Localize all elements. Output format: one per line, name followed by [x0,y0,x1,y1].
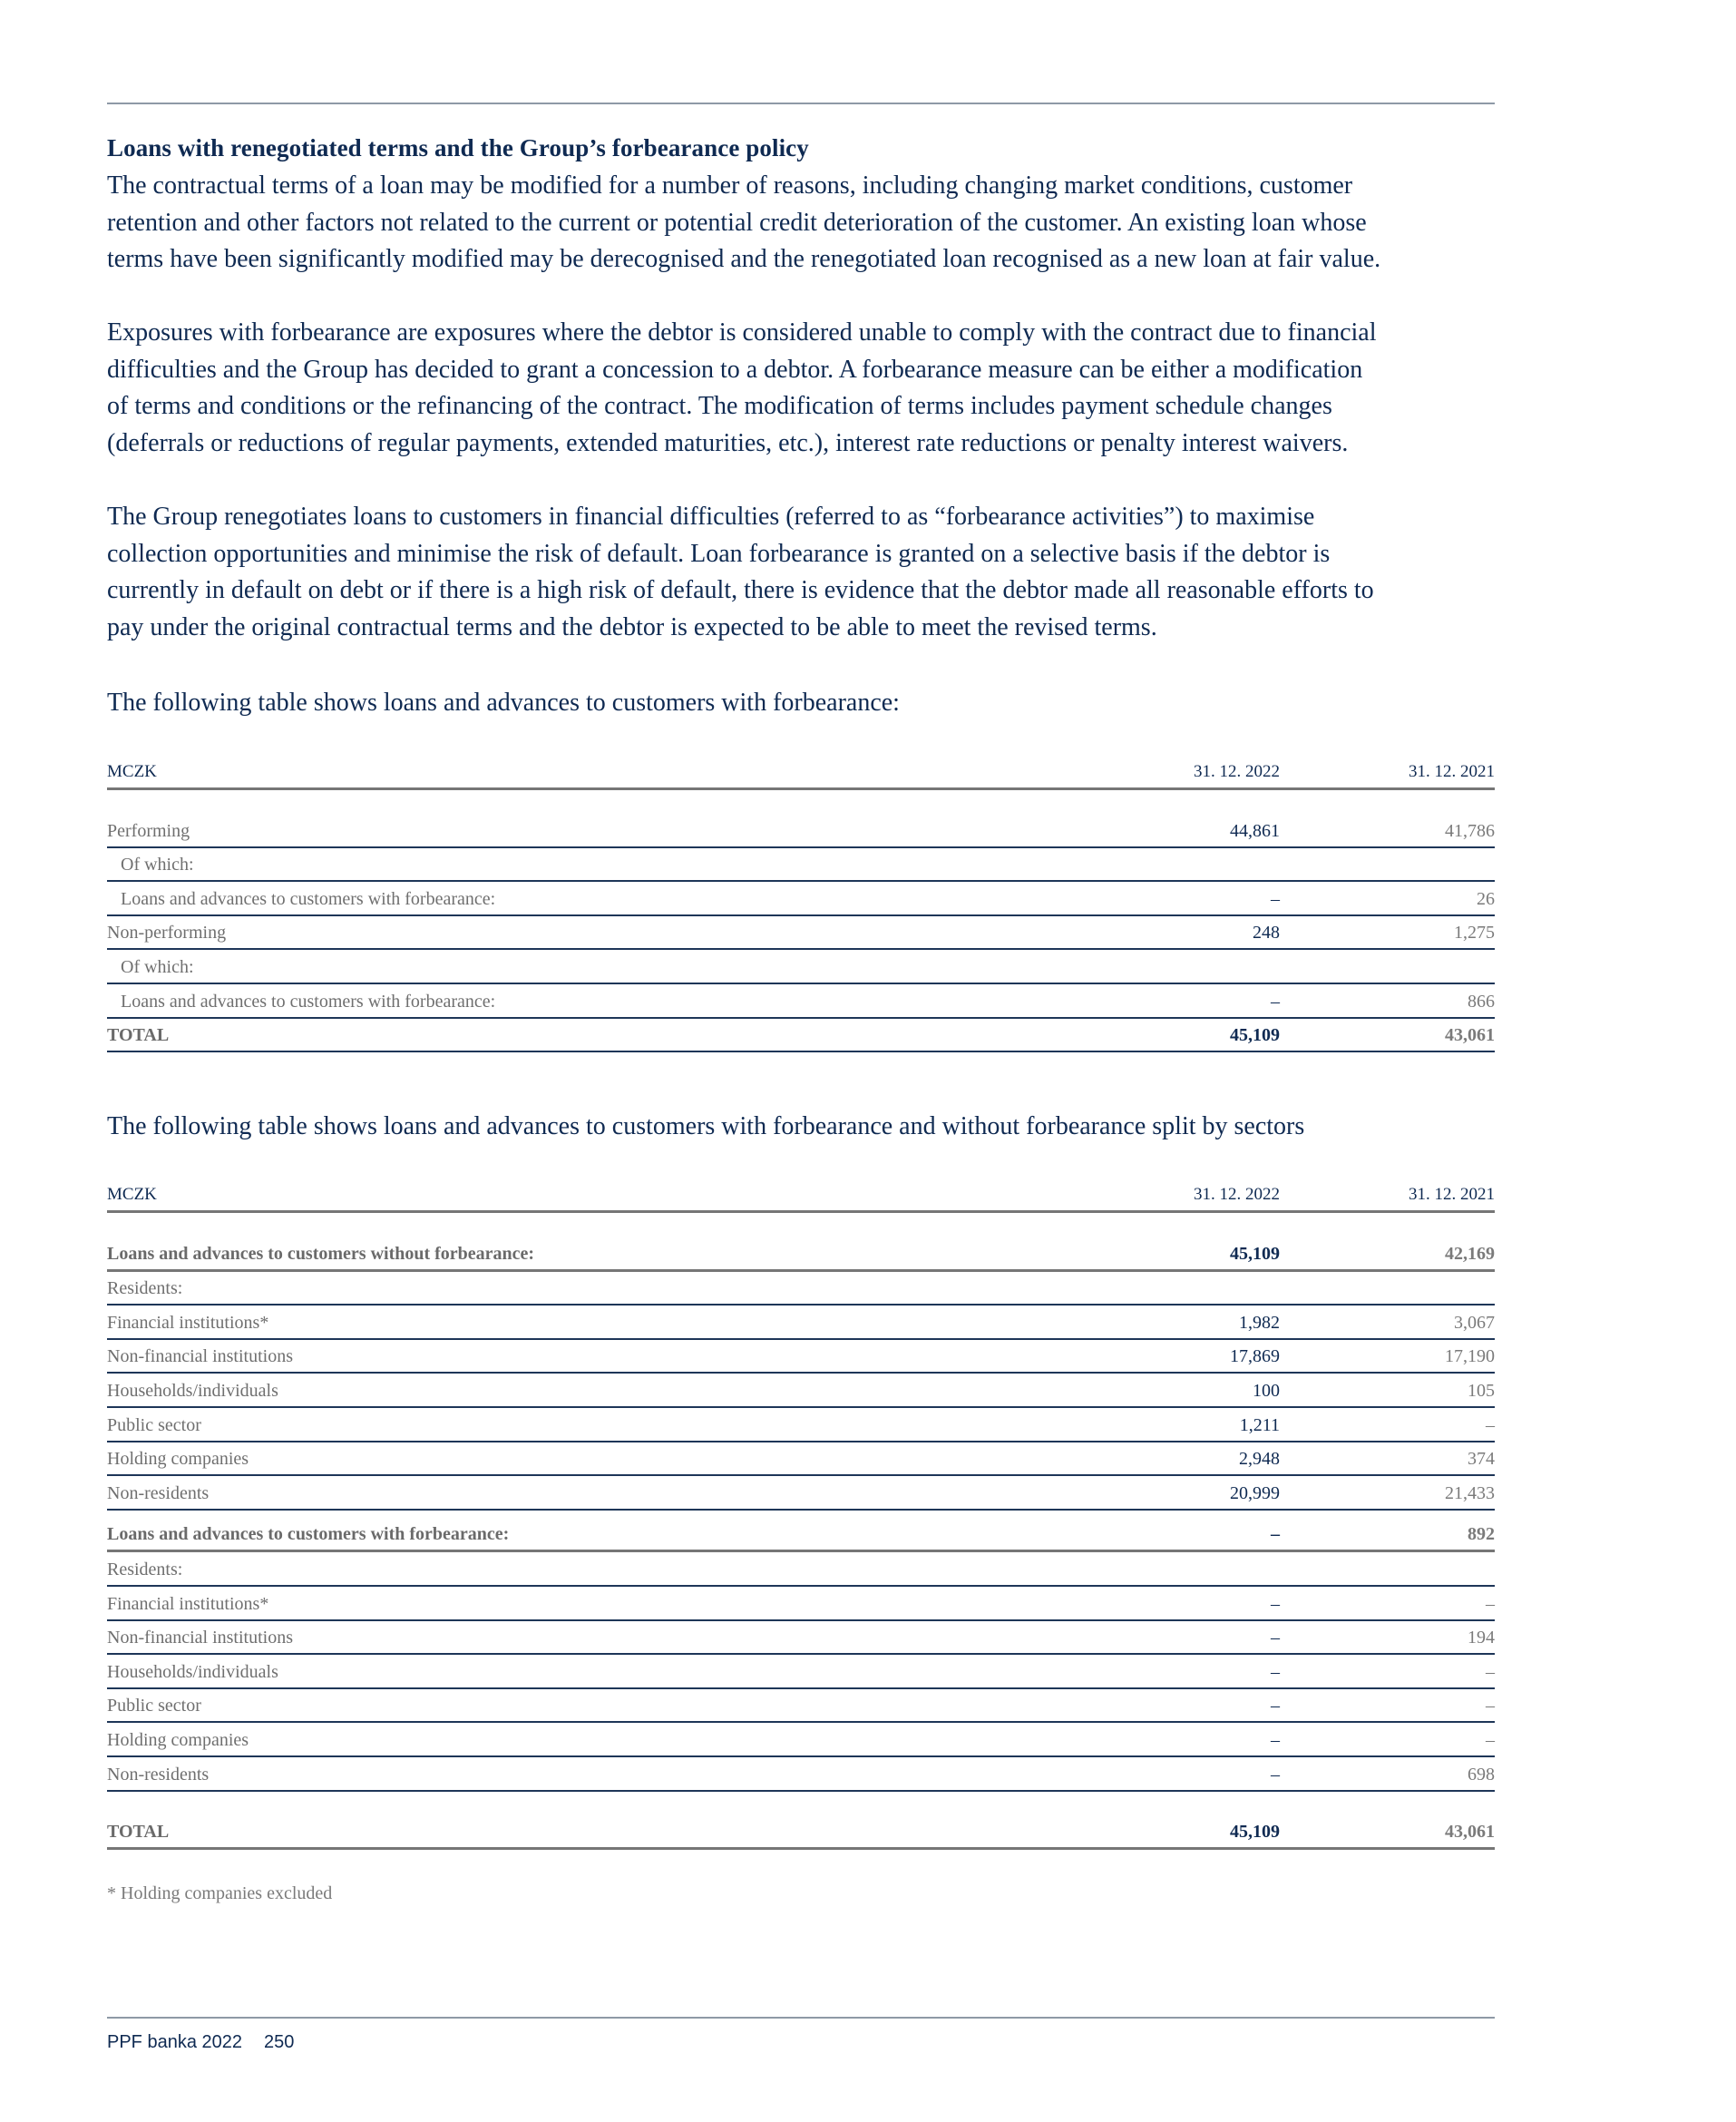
row-label: TOTAL [107,1025,170,1046]
value-2022: 45,109 [1230,1822,1280,1843]
row-label: Non-performing [107,923,227,944]
table-row-non-financial-institutions [107,1340,1495,1374]
top-divider [107,103,1495,104]
table-row-financial-institutions [107,1305,1495,1340]
table-row-non-residents [107,1476,1495,1511]
table1-intro [107,685,1504,722]
value-2022: 1,982 [1239,1312,1280,1333]
value-2022: – [1271,1628,1280,1648]
row-label: Public sector [107,1414,201,1435]
paragraph-line: difficulties and the Group has decided to grant a concession to a debtor. A forbearance measure can be either a modification [107,355,1363,384]
section-title: Loans with renegotiated terms and the Group’s forbearance policy [107,134,809,161]
value-2022: 44,861 [1230,820,1280,841]
paragraph-line: terms have been significantly modified may be derecognised and the renegotiated loan recognised as a new loan at fair value. [107,245,1381,273]
header-2021: 31. 12. 2021 [1409,762,1495,781]
value-2022: – [1271,1696,1280,1716]
value-2022: 45,109 [1230,1025,1280,1046]
value-2022: – [1271,1524,1280,1545]
table-spacer [107,1511,1495,1518]
paragraph-renegotiated-terms [107,168,1504,279]
table-row-non-performing [107,916,1495,951]
value-2021: – [1486,1661,1495,1682]
row-label: Households/individuals [107,1661,278,1682]
table-row-non-financial-institutions [107,1621,1495,1656]
value-2021: 41,786 [1445,820,1495,841]
table-footnote: * Holding companies excluded [107,1883,333,1903]
paragraph-forbearance-exposures [107,315,1504,462]
paragraph-line: collection opportunities and minimise the risk of default. Loan forbearance is granted on a selective basis if the debtor is [107,539,1331,568]
paragraph-line: The Group renegotiates loans to customers in financial difficulties (referred to as “forbearance activities”) to maximise [107,503,1315,531]
table-row-performing-forbearance [107,882,1495,916]
table-row-with-forbearance [107,1518,1495,1553]
value-2021: 194 [1468,1628,1495,1648]
table-header [107,753,1495,790]
value-2021: 21,433 [1445,1482,1495,1503]
row-label: Non-financial institutions [107,1346,293,1367]
table-row-total [107,1815,1495,1851]
paragraph-line: The contractual terms of a loan may be modified for a number of reasons, including changing market conditions, customer [107,171,1353,200]
value-2021: 17,190 [1445,1346,1495,1367]
table-row-public-sector [107,1408,1495,1442]
table-row-performing [107,814,1495,848]
table1-intro-text: The following table shows loans and advances to customers with forbearance: [107,689,900,717]
paragraph-line: retention and other factors not related to the current or potential credit deterioration of the customer. An existing loan whose [107,208,1367,237]
value-2021: – [1486,1729,1495,1750]
table-row-non-performing-forbearance [107,984,1495,1019]
table-row-residents [107,1272,1495,1306]
value-2022: 17,869 [1230,1346,1280,1367]
row-label: Non-residents [107,1764,210,1785]
value-2021: 43,061 [1445,1822,1495,1843]
row-label: Financial institutions* [107,1593,269,1614]
value-2021: 698 [1468,1764,1495,1785]
value-2022: 100 [1253,1380,1280,1401]
table-row-households [107,1655,1495,1689]
value-2021: 892 [1468,1524,1495,1545]
table-spacer [107,790,1495,814]
value-2021: – [1486,1696,1495,1716]
table-row-of-which [107,848,1495,883]
value-2021: – [1486,1414,1495,1435]
value-2022: 20,999 [1230,1482,1280,1503]
table-row-public-sector [107,1689,1495,1724]
sector-split-table [107,1176,1495,1850]
row-label: Residents: [107,1278,183,1299]
header-2021: 31. 12. 2021 [1409,1185,1495,1204]
row-label: Loans and advances to customers with forbearance: [121,888,496,909]
footer-divider [107,2017,1495,2019]
value-2022: 45,109 [1230,1243,1280,1264]
value-2022: 2,948 [1239,1449,1280,1470]
value-2021: 866 [1468,991,1495,1012]
forbearance-table [107,753,1495,1052]
header-2022: 31. 12. 2022 [1194,1185,1280,1204]
header-unit: MCZK [107,762,157,781]
row-label: Financial institutions* [107,1312,269,1333]
value-2021: 43,061 [1445,1025,1495,1046]
footer-brand: PPF banka 2022 [107,2032,242,2052]
value-2021: 26 [1477,888,1495,909]
row-label: Holding companies [107,1729,249,1750]
row-label: Loans and advances to customers with forbearance: [121,991,496,1012]
table-spacer [107,1792,1495,1815]
row-label: Performing [107,820,190,841]
row-label: Loans and advances to customers with forbearance: [107,1524,510,1545]
paragraph-forbearance-activities [107,499,1504,646]
value-2022: – [1271,1593,1280,1614]
paragraph-line: currently in default on debt or if there is a high risk of default, there is evidence that the debtor made all reasonable efforts to [107,576,1374,604]
paragraph-line: of terms and conditions or the refinancing of the contract. The modification of terms includes payment schedule changes [107,392,1332,420]
value-2022: – [1271,1729,1280,1750]
header-2022: 31. 12. 2022 [1194,762,1280,781]
header-unit: MCZK [107,1185,157,1204]
row-label: Public sector [107,1696,201,1716]
row-label: Holding companies [107,1449,249,1470]
row-label: Households/individuals [107,1380,278,1401]
value-2022: – [1271,991,1280,1012]
row-label: Loans and advances to customers without forbearance: [107,1243,535,1264]
value-2021: 105 [1468,1380,1495,1401]
table-header [107,1176,1495,1213]
value-2022: – [1271,888,1280,909]
row-label: TOTAL [107,1822,170,1843]
value-2021: 1,275 [1454,923,1495,944]
value-2021: 374 [1468,1449,1495,1470]
value-2022: 1,211 [1239,1414,1280,1435]
row-label: Non-financial institutions [107,1628,293,1648]
page-number: 250 [264,2032,295,2052]
paragraph-line: Exposures with forbearance are exposures where the debtor is considered unable to comply with the contract due to financial [107,318,1377,347]
table-row-non-residents [107,1757,1495,1792]
table-row-financial-institutions [107,1587,1495,1621]
table-row-without-forbearance [107,1237,1495,1272]
value-2022: – [1271,1661,1280,1682]
paragraph-line: (deferrals or reductions of regular payments, extended maturities, etc.), interest rate reductions or penalty interest waivers. [107,428,1349,457]
table-row-total [107,1019,1495,1053]
value-2021: – [1486,1593,1495,1614]
value-2022: – [1271,1764,1280,1785]
row-label: Of which: [121,956,194,977]
table-row-of-which [107,950,1495,984]
table2-intro [107,1109,1504,1146]
table-spacer [107,1213,1495,1237]
value-2022: 248 [1253,923,1280,944]
table2-intro-text: The following table shows loans and advances to customers with forbearance and without forbearance split by sectors [107,1112,1305,1140]
row-label: Residents: [107,1559,183,1579]
row-label: Of which: [121,855,194,875]
value-2021: 42,169 [1445,1243,1495,1264]
table-row-households [107,1374,1495,1408]
table-row-holding-companies [107,1723,1495,1757]
paragraph-line: pay under the original contractual terms and the debtor is expected to be able to meet the revised terms. [107,612,1157,641]
value-2021: 3,067 [1454,1312,1495,1333]
table-row-holding-companies [107,1442,1495,1477]
row-label: Non-residents [107,1482,210,1503]
table-row-residents [107,1552,1495,1587]
